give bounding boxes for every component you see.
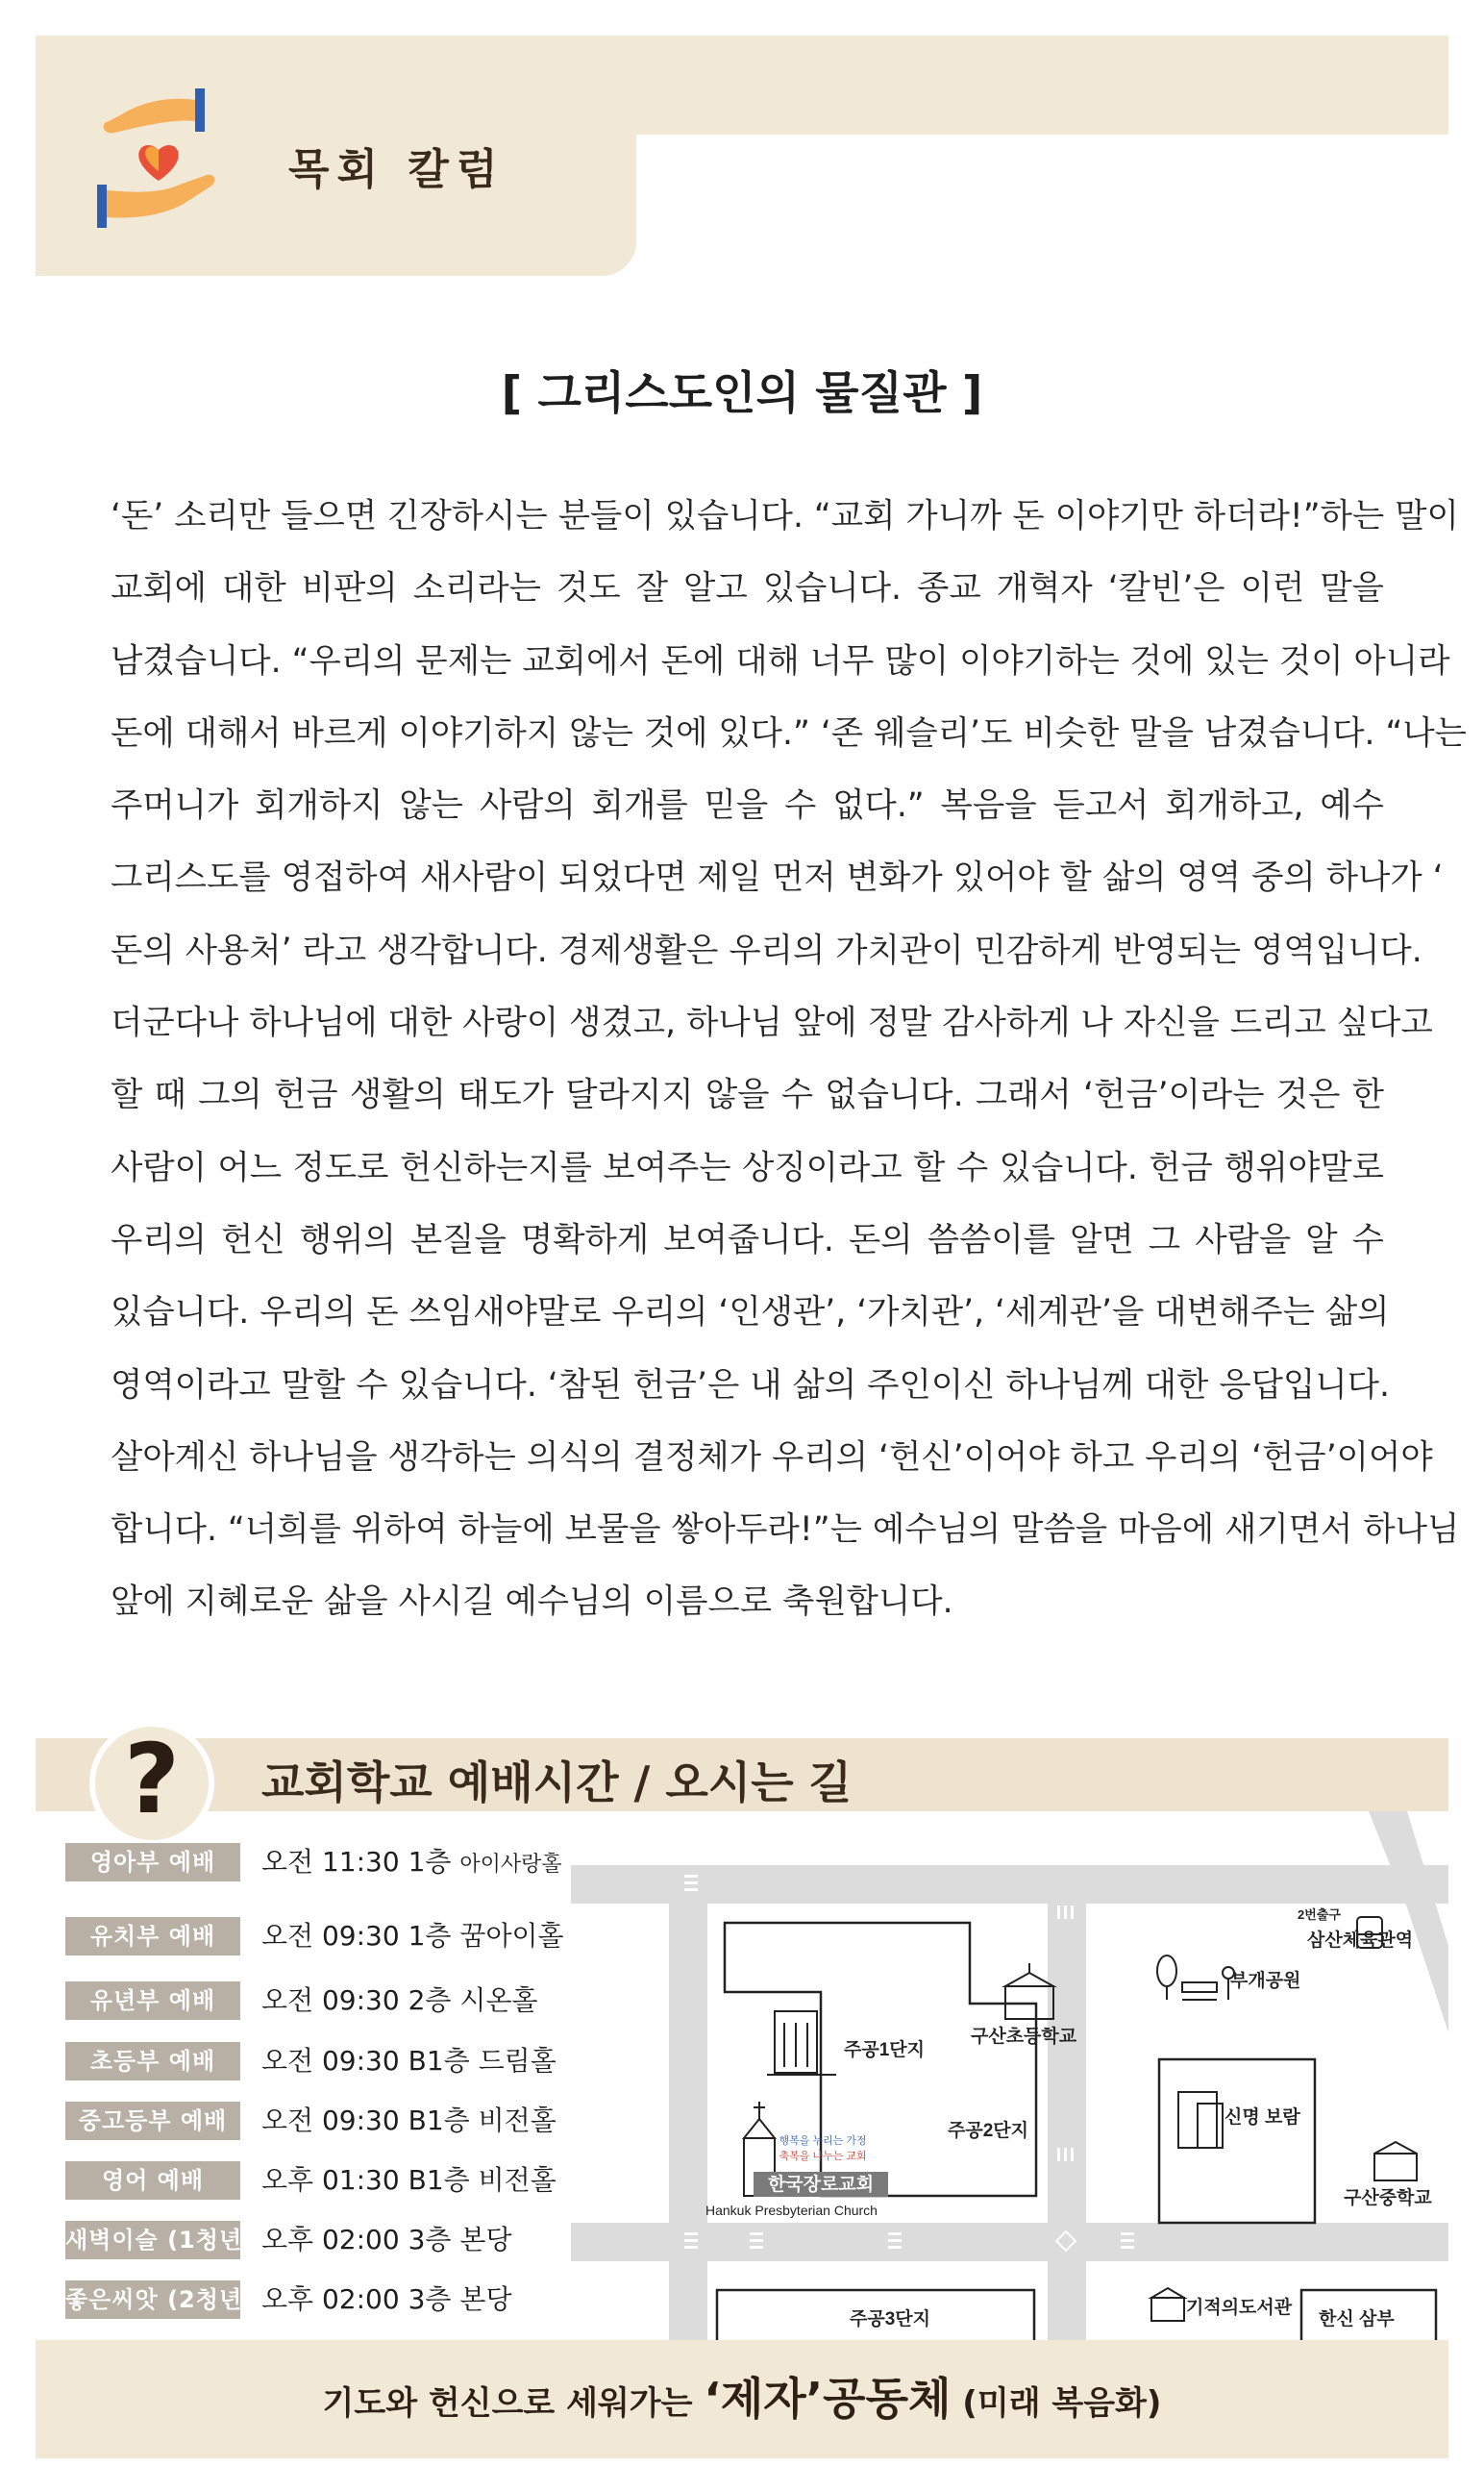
schedule-info: 오전 09:30 2층 시온홀 xyxy=(261,1984,538,2016)
article-line: 살아계신 하나님을 생각하는 의식의 결정체가 우리의 ‘헌신’이어야 하고 우리의 ‘헌금’이어야 xyxy=(111,1437,1433,1477)
article-line: 사람이 어느 정도로 헌신하는지를 보여주는 상징이라고 할 수 있습니다. 헌금 행위야말로 xyxy=(111,1148,1384,1187)
dept-badge: 좋은씨앗 (2청년) xyxy=(65,2280,240,2319)
church-slogan-1: 행복을 누리는 가정 xyxy=(779,2135,867,2147)
station-label: 삼산체육관역 xyxy=(1307,1931,1414,1951)
schedule-info: 오후 02:00 3층 본당 xyxy=(261,2224,512,2255)
elementary-label: 구산초등학교 xyxy=(971,2027,1077,2047)
article-line: 남겼습니다. “우리의 문제는 교회에서 돈에 대해 너무 많이 이야기하는 것에 있는 것이 아니라 xyxy=(111,641,1450,681)
article-line: 합니다. “너희를 위하여 하늘에 보물을 쌓아두라!”는 예수님의 말씀을 마음에 새기면서 하나님 xyxy=(111,1510,1460,1550)
article-body xyxy=(111,481,1467,1639)
article-line: 있습니다. 우리의 돈 쓰임새야말로 우리의 ‘인생관’, ‘가치관’, ‘세계관’을 대변해주는 삶의 xyxy=(111,1293,1390,1333)
middle-school-label: 구산중학교 xyxy=(1344,2188,1432,2208)
article-line: 우리의 헌신 행위의 본질을 명확하게 보여줍니다. 돈의 씀씀이를 알면 그 사람을 알 수 xyxy=(111,1220,1384,1259)
article-line: 돈에 대해서 바르게 이야기하지 않는 것에 있다.” ‘존 웨슬리’도 비슷한 말을 남겼습니다. “나는 xyxy=(111,713,1467,753)
footer-slogan: 기도와 헌신으로 세워가는 ‘제자’공동체 (미래 복음화) xyxy=(322,2373,1162,2425)
schedule-info: 오전 09:30 1층 꿈아이홀 xyxy=(261,1920,564,1952)
article-line: 교회에 대한 비판의 소리라는 것도 잘 알고 있습니다. 종교 개혁자 ‘칼빈’은 이런 말을 xyxy=(111,569,1384,609)
article-line: ‘돈’ 소리만 들으면 긴장하시는 분들이 있습니다. “교회 가니까 돈 이야기만 하더라!”하는 말이 xyxy=(111,497,1459,536)
dept-badge: 유년부 예배 xyxy=(65,1981,240,2020)
article-line: 할 때 그의 헌금 생활의 태도가 달라지지 않을 수 없습니다. 그래서 ‘헌금’이라는 것은 한 xyxy=(111,1076,1384,1115)
article-line: 영역이라고 말할 수 있습니다. ‘참된 헌금’은 내 삶의 주인이신 하나님께 대한 응답입니다. xyxy=(111,1365,1390,1405)
article-line: 그리스도를 영접하여 새사람이 되었다면 제일 먼저 변화가 있어야 할 삶의 영역 중의 하나가 ‘ xyxy=(111,859,1444,898)
article-line: 돈의 사용처’ 라고 생각합니다. 경제생활은 우리의 가치관이 민감하게 반영되는 영역입니다. xyxy=(111,931,1422,970)
dept-badge: 초등부 예배 xyxy=(65,2042,240,2080)
dept-badge: 영아부 예배 xyxy=(65,1843,240,1881)
article-line: 주머니가 회개하지 않는 사람의 회개를 믿을 수 없다.” 복음을 듣고서 회개하고, 예수 xyxy=(111,786,1384,826)
sinmyeong-label: 신명 보람 xyxy=(1224,2107,1300,2128)
footer-band xyxy=(36,2340,1448,2458)
question-icon: ? xyxy=(123,1723,180,1835)
exit2-label: 2번출구 xyxy=(1298,1907,1341,1922)
church-name: 한국장로교회 xyxy=(767,2175,875,2195)
schedule-info: 오전 11:30 1층 아이사랑홀 xyxy=(261,1846,562,1878)
article-line: 앞에 지혜로운 삶을 사시길 예수님의 이름으로 축원합니다. xyxy=(111,1582,953,1622)
dept-badge: 새벽이슬 (1청년) xyxy=(65,2221,240,2259)
directions-map xyxy=(571,1811,1448,2340)
dept-badge: 유치부 예배 xyxy=(65,1917,240,1955)
church-slogan-2: 축복을 나누는 교회 xyxy=(779,2151,867,2162)
road-left xyxy=(669,1865,707,2340)
schedule-info: 오전 09:30 B1층 드림홀 xyxy=(261,2045,556,2077)
road-middle xyxy=(1048,1865,1086,2340)
header-title: 목회 칼럼 xyxy=(288,145,506,194)
church-name-en: Hankuk Presbyterian Church xyxy=(705,2203,878,2218)
library-label: 기적의도서관 xyxy=(1186,2298,1293,2318)
schedule-info: 오후 01:30 B1층 비전홀 xyxy=(261,2164,556,2196)
dept-badge: 영어 예배 xyxy=(65,2161,240,2200)
apt3-label: 주공3단지 xyxy=(850,2309,930,2329)
schedule-info: 오후 02:00 3층 본당 xyxy=(261,2283,512,2315)
hansin-label: 한신 삼부 xyxy=(1319,2309,1395,2329)
apt2-label: 주공2단지 xyxy=(948,2121,1028,2141)
article-line: 더군다나 하나님에 대한 사랑이 생겼고, 하나님 앞에 정말 감사하게 나 자신을 드리고 싶다고 xyxy=(111,1004,1433,1043)
schedule-info: 오전 09:30 B1층 비전홀 xyxy=(261,2105,556,2136)
dept-badge: 중고등부 예배 xyxy=(65,2102,240,2140)
hands-heart-icon xyxy=(91,88,226,233)
apt1-label: 주공1단지 xyxy=(844,2040,925,2060)
section-title: 교회학교 예배시간 / 오시는 길 xyxy=(261,1756,853,1808)
article-title: [ 그리스도인의 물질관 ] xyxy=(501,367,983,420)
park-label: 부개공원 xyxy=(1230,1971,1301,1991)
